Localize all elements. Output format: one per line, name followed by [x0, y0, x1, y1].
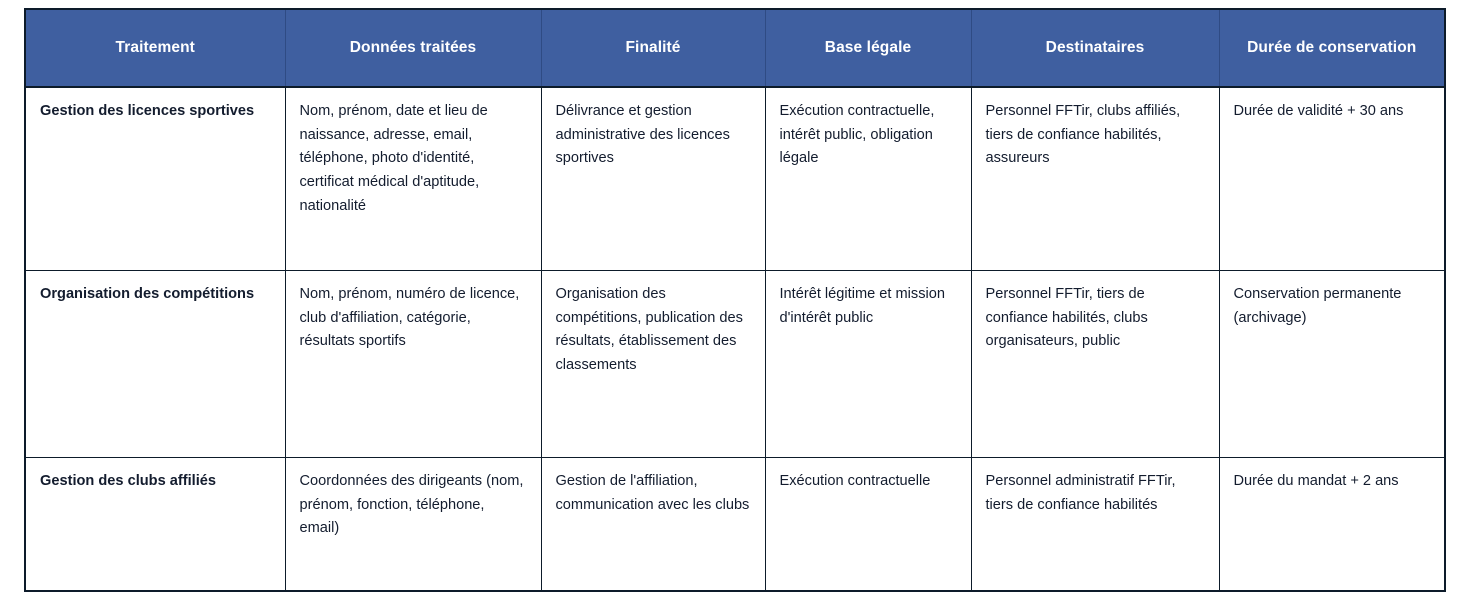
- cell-conservation: Durée du mandat + 2 ans: [1233, 473, 1399, 489]
- column-header-traitement: Traitement: [25, 9, 285, 87]
- cell-donnees: Coordonnées des dirigeants (nom, prénom, fonction, téléphone, email): [285, 458, 541, 592]
- table-row: [25, 271, 1445, 458]
- column-header-base-legale: Base légale: [765, 9, 971, 87]
- cell-destinataires: Personnel administratif FFTir, tiers de confiance habilités: [971, 458, 1219, 592]
- table-body: [25, 87, 1445, 591]
- table-header: [25, 9, 1445, 87]
- cell-base-legale: Exécution contractuelle: [765, 458, 971, 592]
- processing-register-table: [24, 8, 1446, 592]
- column-header-destinataires: Destinataires: [971, 9, 1219, 87]
- column-header-duree-conservation: Durée de conservation: [1219, 9, 1445, 87]
- table-header-row: [25, 9, 1445, 87]
- cell-finalite: Gestion de l'affiliation, communication avec les clubs: [541, 458, 765, 592]
- cell-destinataires: Personnel FFTir, tiers de confiance habilités, clubs organisateurs, public: [971, 271, 1219, 458]
- column-header-donnees-traitees: Données traitées: [285, 9, 541, 87]
- cell-base-legale: Exécution contractuelle, intérêt public, obligation légale: [765, 87, 971, 271]
- cell-donnees: Nom, prénom, numéro de licence, club d'affiliation, catégorie, résultats sportifs: [285, 271, 541, 458]
- cell-traitement: Gestion des clubs affiliés: [25, 458, 285, 592]
- cell-conservation: Conservation permanente (archivage): [1219, 271, 1445, 458]
- cell-conservation: Durée de validité + 30 ans: [1219, 87, 1445, 271]
- cell-base-legale: Intérêt légitime et mission d'intérêt public: [765, 271, 971, 458]
- cell-destinataires: Personnel FFTir, clubs affiliés, tiers de confiance habilités, assureurs: [971, 87, 1219, 271]
- cell-donnees: Nom, prénom, date et lieu de naissance, adresse, email, téléphone, photo d'identité, certificat médical d'aptitude, nationalité: [285, 87, 541, 271]
- cell-finalite: Délivrance et gestion administrative des licences sportives: [541, 87, 765, 271]
- table-row: [25, 87, 1445, 271]
- cell-traitement: Gestion des licences sportives: [25, 87, 285, 271]
- cell-traitement: Organisation des compétitions: [25, 271, 285, 458]
- column-header-finalite: Finalité: [541, 9, 765, 87]
- table-row: [25, 458, 1445, 592]
- cell-finalite: Organisation des compétitions, publication des résultats, établissement des classements: [541, 271, 765, 458]
